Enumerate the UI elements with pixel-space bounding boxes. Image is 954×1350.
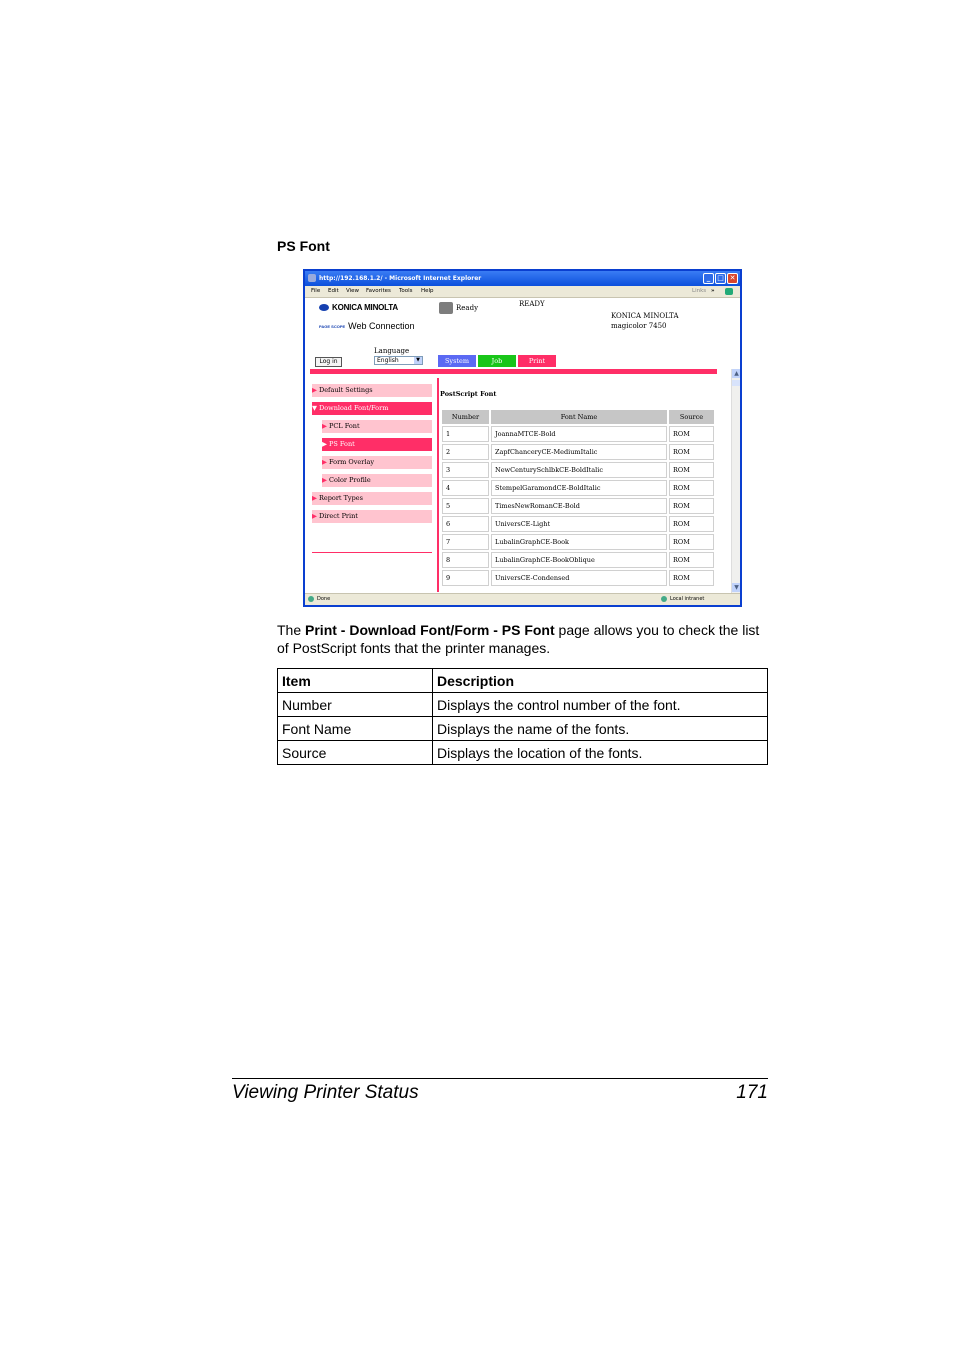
font-source-cell: ROM	[669, 534, 714, 550]
font-name-cell: ZapfChanceryCE-MediumItalic	[491, 444, 667, 460]
brand-name: KONICA MINOLTA	[332, 303, 398, 312]
font-source-cell: ROM	[669, 570, 714, 586]
font-source-cell: ROM	[669, 516, 714, 532]
font-name-cell: JoannaMTCE-Bold	[491, 426, 667, 442]
status-ready: READY	[519, 300, 545, 308]
font-name-cell: NewCenturySchlbkCE-BoldItalic	[491, 462, 667, 478]
font-source-cell: ROM	[669, 426, 714, 442]
ie-icon	[308, 274, 316, 282]
font-source-cell: ROM	[669, 462, 714, 478]
font-number-cell: 5	[442, 498, 489, 514]
table-row	[442, 426, 714, 442]
table-row	[442, 462, 714, 478]
font-name-cell: StempelGaramondCE-BoldItalic	[491, 480, 667, 496]
nav-ps-font[interactable]	[322, 438, 432, 451]
menu-file[interactable]: File	[311, 288, 321, 294]
table-row	[442, 570, 714, 586]
menu-view[interactable]: View	[346, 288, 360, 294]
language-label: Language	[374, 347, 410, 355]
font-number-cell: 4	[442, 480, 489, 496]
table-row	[442, 534, 714, 550]
font-name-cell: TimesNewRomanCE-Bold	[491, 498, 667, 514]
maximize-button[interactable]: □	[715, 273, 726, 284]
tab-underline-bar	[310, 369, 717, 374]
nav-pcl-font[interactable]	[322, 420, 432, 433]
table-row	[278, 741, 768, 765]
nav-color-profile[interactable]	[322, 474, 432, 487]
menu-favorites[interactable]: Favorites	[366, 288, 391, 294]
nav-report-types[interactable]	[312, 492, 432, 505]
model-name: magicolor 7450	[611, 322, 667, 330]
col-source: Source	[669, 410, 714, 424]
col-number: Number	[442, 410, 489, 424]
chevron-down-icon[interactable]: ▼	[414, 357, 422, 364]
item-rows	[278, 693, 768, 765]
page-number: 171	[736, 1082, 768, 1103]
description-paragraph	[277, 622, 772, 657]
table-row	[442, 516, 714, 532]
table-row	[278, 717, 768, 741]
language-value: English	[377, 357, 399, 364]
font-name-cell: UniversCE-Condensed	[491, 570, 667, 586]
font-number-cell: 9	[442, 570, 489, 586]
font-table	[440, 408, 716, 588]
triangle-right-icon: ▶	[312, 512, 317, 520]
browser-title-bar	[305, 271, 740, 286]
nav-direct-print[interactable]	[312, 510, 432, 523]
triangle-right-icon: ▶	[312, 494, 317, 502]
nav-label: PCL Font	[329, 422, 360, 430]
triangle-right-icon: ▶	[322, 422, 327, 430]
description-cell: Displays the location of the fonts.	[433, 741, 768, 765]
font-rows	[442, 426, 714, 586]
nav-download-font-form[interactable]	[312, 402, 432, 415]
font-source-cell: ROM	[669, 498, 714, 514]
nav-label: Report Types	[319, 494, 363, 502]
chevron-right-icon[interactable]: »	[711, 288, 715, 294]
col-description: Description	[433, 669, 768, 693]
status-bar	[305, 593, 740, 605]
description-path: Print - Download Font/Form - PS Font	[305, 622, 555, 638]
item-description-table	[277, 668, 768, 765]
footer-rule	[232, 1078, 768, 1079]
font-number-cell: 1	[442, 426, 489, 442]
table-row	[278, 693, 768, 717]
footer-title: Viewing Printer Status	[232, 1082, 419, 1103]
model-brand: KONICA MINOLTA	[611, 312, 679, 320]
nav-label: PS Font	[329, 440, 355, 448]
table-row	[442, 498, 714, 514]
close-button[interactable]: ✕	[727, 273, 738, 284]
tab-print[interactable]: Print	[518, 355, 556, 367]
scroll-thumb[interactable]	[732, 380, 741, 386]
browser-screenshot	[303, 269, 742, 607]
menu-help[interactable]: Help	[421, 288, 434, 294]
menu-bar	[305, 286, 740, 298]
triangle-right-icon: ▶	[322, 458, 327, 466]
browser-title: http://192.168.1.2/ - Microsoft Internet Explorer	[319, 275, 482, 282]
col-font-name: Font Name	[491, 410, 667, 424]
description-cell: Displays the control number of the font.	[433, 693, 768, 717]
nav-default-settings[interactable]	[312, 384, 432, 397]
web-page	[305, 298, 740, 594]
font-name-cell: LubalinGraphCE-Book	[491, 534, 667, 550]
font-name-cell: UniversCE-Light	[491, 516, 667, 532]
description-prefix: The	[277, 622, 306, 638]
nav-label: Form Overlay	[329, 458, 374, 466]
pagescope-mark: PAGE SCOPE	[319, 324, 346, 329]
font-name-cell: LubalinGraphCE-BookOblique	[491, 552, 667, 568]
font-number-cell: 3	[442, 462, 489, 478]
minimize-button[interactable]: _	[703, 273, 714, 284]
table-row	[442, 444, 714, 460]
font-number-cell: 7	[442, 534, 489, 550]
pagescope-web-connection-logo	[319, 321, 415, 331]
menu-tools[interactable]: Tools	[399, 288, 413, 294]
status-ready-small: Ready	[456, 304, 479, 312]
nav-label: Default Settings	[319, 386, 373, 394]
item-cell: Source	[278, 741, 433, 765]
login-button[interactable]: Log in	[315, 357, 342, 367]
printer-icon	[439, 302, 453, 314]
links-label[interactable]: Links	[692, 288, 707, 294]
triangle-right-icon: ▶	[312, 386, 317, 394]
tab-system[interactable]: System	[438, 355, 476, 367]
nav-label: Direct Print	[319, 512, 358, 520]
status-zone: Local intranet	[670, 596, 705, 602]
font-number-cell: 2	[442, 444, 489, 460]
page-icon	[308, 596, 314, 602]
nav-divider	[312, 552, 432, 553]
item-cell: Number	[278, 693, 433, 717]
content-title: PostScript Font	[440, 390, 497, 398]
nav-form-overlay[interactable]	[322, 456, 432, 469]
item-cell: Font Name	[278, 717, 433, 741]
description-cell: Displays the name of the fonts.	[433, 717, 768, 741]
tab-job[interactable]: Job	[478, 355, 516, 367]
menu-edit[interactable]: Edit	[328, 288, 339, 294]
font-source-cell: ROM	[669, 552, 714, 568]
language-select[interactable]	[374, 356, 423, 365]
font-source-cell: ROM	[669, 444, 714, 460]
font-number-cell: 6	[442, 516, 489, 532]
triangle-right-icon: ▶	[322, 476, 327, 484]
table-row	[442, 480, 714, 496]
windows-flag-icon	[725, 288, 733, 295]
konica-minolta-logo	[319, 303, 398, 312]
scroll-down-icon[interactable]: ▼	[732, 583, 741, 592]
nav-label: Download Font/Form	[319, 404, 389, 412]
font-number-cell: 8	[442, 552, 489, 568]
globe-icon	[319, 304, 329, 311]
table-row	[442, 552, 714, 568]
vertical-scrollbar[interactable]	[731, 369, 741, 594]
scroll-up-icon[interactable]: ▲	[732, 369, 741, 378]
content-divider	[437, 378, 439, 592]
description-suffix: page allows you to check the list of PostScript fonts that the printer manages.	[277, 622, 760, 656]
status-done: Done	[317, 596, 331, 602]
nav-label: Color Profile	[329, 476, 371, 484]
triangle-right-icon: ▶	[322, 440, 327, 448]
intranet-icon	[661, 596, 667, 602]
section-heading: PS Font	[277, 238, 330, 254]
font-source-cell: ROM	[669, 480, 714, 496]
web-connection-text: Web Connection	[348, 321, 415, 331]
triangle-down-icon: ▼	[312, 404, 317, 412]
col-item: Item	[278, 669, 433, 693]
